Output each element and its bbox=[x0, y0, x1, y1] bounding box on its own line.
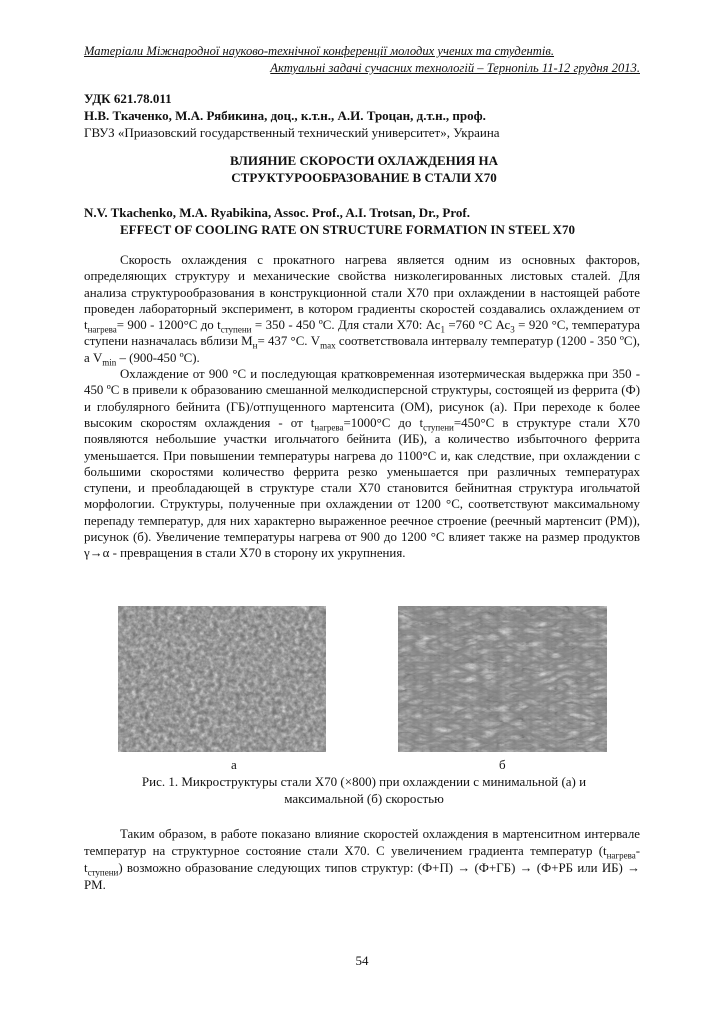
paragraph-1: Скорость охлаждения с прокатного нагрева является одним из основных факторов, определяющих структуру и механические свойства низколегированных листовых сталей. Для анализа структурообразования в конструкционной стали Х70 при охлаждении в настоящей работе проведен лабораторный эксперимент, в котором градиенты скоростей создавались охлаждением от $t_{нагрева}= 900 - 1200^\circ С$ до $t_{ступени} = 350 - 450$ ºС. Для стали Х70: $Ас_1 =760$ °С $Ас_3 = 920$ °С, температура ступени назначалась вблизи $М_н= 437$ °С. $V_{max}$ соответствовала интервалу температур (1200 - 350 ºС), а $V_{min} - (900-450$ ºС). bbox=[84, 253, 641, 368]
title-ru-line1: ВЛИЯНИЕ СКОРОСТИ ОХЛАЖДЕНИЯ НА bbox=[229, 153, 499, 168]
body-text bbox=[84, 252, 640, 562]
paragraph-2: Охлаждение от 900 °С и последующая кратковременная изотермическая выдержка при 350 - 450 ºС в привели к образованию смешанной мелкодисперсной структуры, состоящей из феррита (Ф) и глобулярного бейнита (ГБ)/отпущенного мартенсита (ОМ), рисунок (а). При переходе к более высоким скоростям охлаждения - от $t_{нагрева}=1000^\circ С$ до $t_{ступени}=450^\circ С$ в структуре стали Х70 появляются небольшие участки игольчатого бейнита (ИБ), а количество избыточного феррита уменьшается. При повышении температуры нагрева до 1100°С и, как следствие, при охлаждении с большими скоростями количество феррита резко уменьшается при различных температурах ступени, и преобладающей в структуре стали Х70 становится бейнитная структура игольчатой морфологии. Структуры, полученные при охлаждении от 1200 °С, соответствуют максимальному перепаду температур, для них характерно выраженное реечное строение (реечный мартенсит (РМ)), рисунок (б). Увеличение температуры нагрева от 900 до 1200 °С влияет также на размер продуктов γ→α - превращения в стали Х70 в сторону их укрупнения. bbox=[84, 367, 640, 561]
micrograph-b bbox=[398, 606, 607, 752]
conclusion-paragraph: Таким образом, в работе показано влияние скоростей охлаждения в мартенситном интервале температур на структурное состояние стали Х70. С увеличением градиента температур ($t_{нагрева}-$ $t_{ступени}$) возможно образование следующих типов структур: (Ф+П) → (Ф+ГБ) → (Ф+РБ или ИБ) → РМ. bbox=[84, 827, 640, 892]
title-ru bbox=[84, 152, 644, 186]
conference-header bbox=[84, 43, 640, 77]
article-meta bbox=[84, 90, 644, 141]
title-ru-line2: СТРУКТУРООБРАЗОВАНИЕ В СТАЛИ Х70 bbox=[231, 170, 497, 185]
authors-en: N.V. Tkachenko, M.A. Ryabikina, Assoc. Prof., A.I. Trotsan, Dr., Prof. bbox=[84, 205, 470, 220]
conference-header-line1: Матеріали Міжнародної науково-технічної конференції молодих учених та студентів. bbox=[84, 44, 555, 58]
figure-caption-line1: Рис. 1. Микроструктуры стали Х70 (×800) при охлаждении с минимальной (а) и bbox=[141, 774, 587, 789]
title-en: EFFECT OF COOLING RATE ON STRUCTURE FORMATION IN STEEL X70 bbox=[120, 222, 575, 237]
conference-header-line2: Актуальні задачі сучасних технологій – Тернопіль 11-12 грудня 2013. bbox=[270, 61, 640, 75]
affiliation: ГВУЗ «Приазовский государственный технический университет», Украина bbox=[84, 125, 500, 140]
micrograph-a-texture bbox=[118, 606, 326, 752]
english-block bbox=[84, 204, 644, 238]
figure-caption-line2: максимальной (б) скоростью bbox=[284, 791, 444, 806]
micrograph-a bbox=[118, 606, 326, 752]
udk-code: УДК 621.78.011 bbox=[84, 91, 172, 106]
micrograph-b-texture bbox=[398, 606, 607, 752]
figure-label-b: б bbox=[499, 757, 506, 772]
authors-ru: Н.В. Ткаченко, М.А. Рябикина, доц., к.т.н., А.И. Троцан, д.т.н., проф. bbox=[84, 108, 486, 123]
conclusion bbox=[84, 826, 640, 894]
figure-label-a: а bbox=[231, 757, 237, 772]
figure-caption bbox=[84, 773, 644, 807]
page-number: 54 bbox=[355, 953, 369, 968]
